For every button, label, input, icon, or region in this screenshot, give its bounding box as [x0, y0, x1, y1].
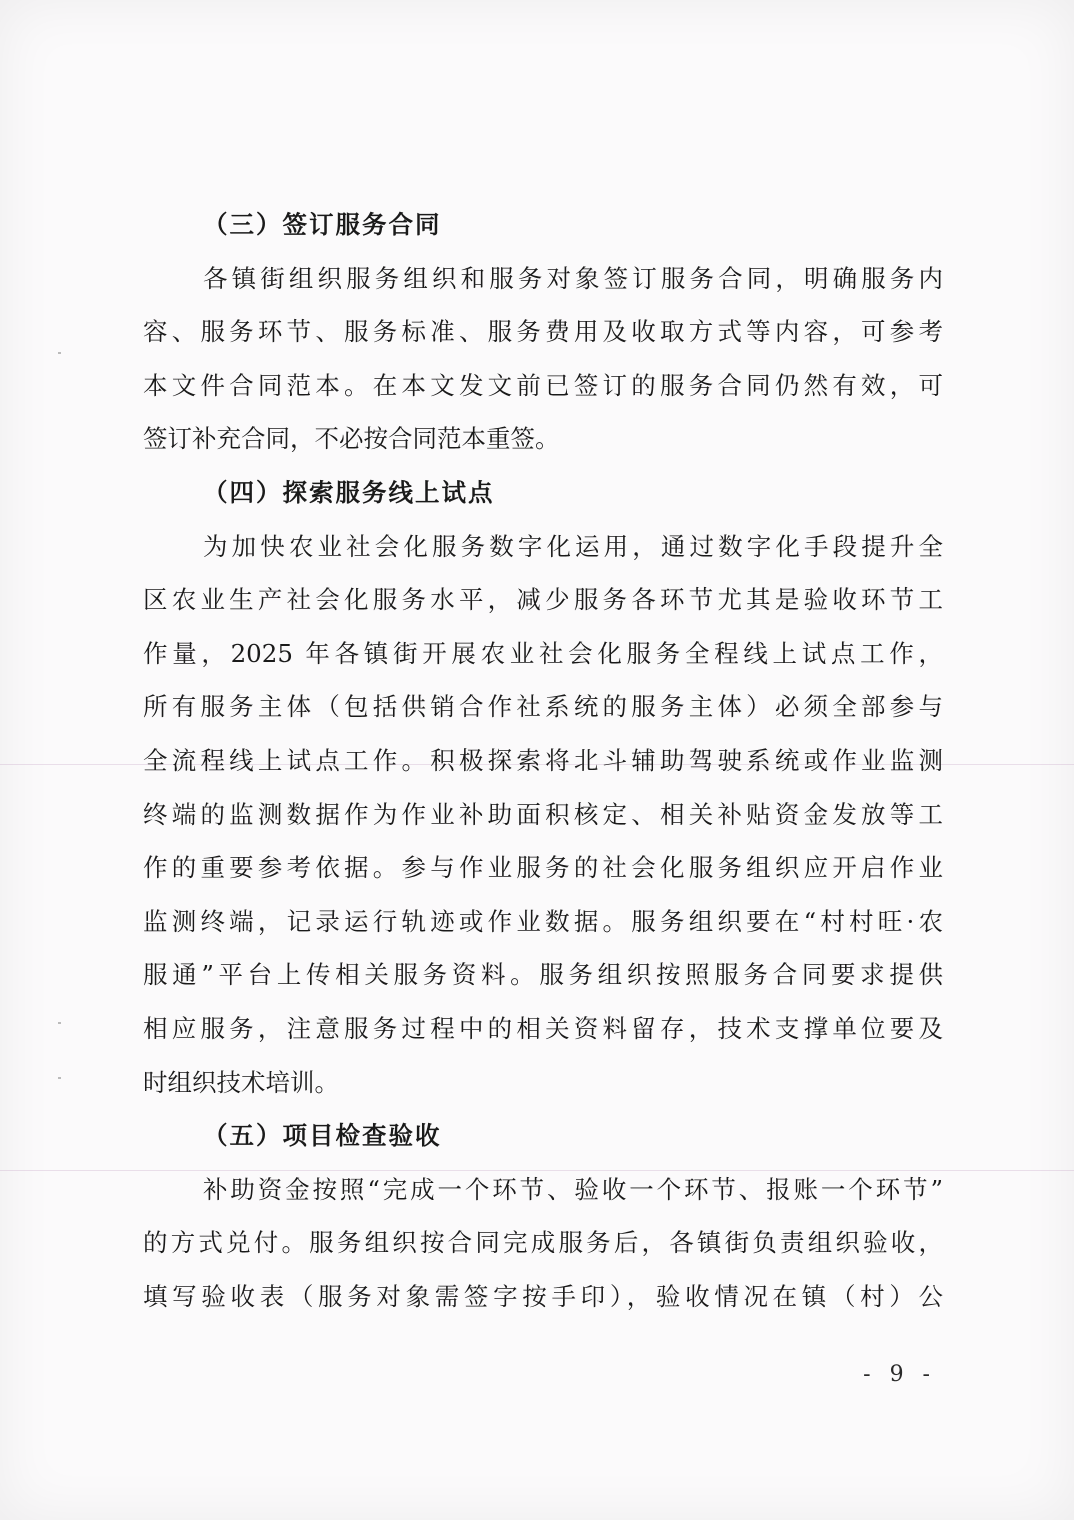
- section-heading: （四）探索服务线上试点: [203, 477, 495, 507]
- paragraph-line: 补助资金按照“完成一个环节、验收一个环节、报账一个环节”: [203, 1174, 943, 1204]
- paragraph-line: 监测终端，记录运行轨迹或作业数据。服务组织要在“村村旺·农: [143, 906, 943, 936]
- paragraph-line: 签订补充合同，不必按合同范本重签。: [143, 424, 560, 454]
- margin-mark: [58, 352, 61, 354]
- margin-mark: [58, 1077, 61, 1079]
- section-heading: （五）项目检查验收: [203, 1121, 442, 1151]
- paragraph-line: 各镇街组织服务组织和服务对象签订服务合同，明确服务内: [203, 263, 943, 293]
- paragraph-line: 容、服务环节、服务标准、服务费用及收取方式等内容，可参考: [143, 317, 943, 347]
- paragraph-line: 为加快农业社会化服务数字化运用，通过数字化手段提升全: [203, 531, 943, 561]
- paragraph-line: 填写验收表（服务对象需签字按手印），验收情况在镇（村）公: [143, 1281, 943, 1311]
- paragraph-line: 作量，2025 年各镇街开展农业社会化服务全程线上试点工作，: [143, 638, 943, 668]
- paragraph-line: 时组织技术培训。: [143, 1067, 339, 1097]
- paragraph-line: 的方式兑付。服务组织按合同完成服务后，各镇街负责组织验收，: [143, 1228, 943, 1258]
- section-heading: （三）签订服务合同: [203, 210, 442, 239]
- paragraph-line: 全流程线上试点工作。积极探索将北斗辅助驾驶系统或作业监测: [143, 745, 943, 775]
- document-body: [143, 198, 943, 1323]
- paragraph-line: 区农业生产社会化服务水平，减少服务各环节尤其是验收环节工: [143, 585, 943, 615]
- paragraph-line: 终端的监测数据作为作业补助面积核定、相关补贴资金发放等工: [143, 799, 943, 829]
- paragraph-line: 服通”平台上传相关服务资料。服务组织按照服务合同要求提供: [143, 960, 943, 990]
- page-number: - 9 -: [863, 1362, 936, 1387]
- paragraph-line: 作的重要参考依据。参与作业服务的社会化服务组织应开启作业: [143, 853, 943, 883]
- paragraph-line: 本文件合同范本。在本文发文前已签订的服务合同仍然有效，可: [143, 370, 943, 400]
- paragraph-line: 相应服务，注意服务过程中的相关资料留存，技术支撑单位要及: [143, 1013, 943, 1043]
- margin-mark: [58, 1022, 61, 1024]
- paragraph-line: 所有服务主体（包括供销合作社系统的服务主体）必须全部参与: [143, 692, 943, 722]
